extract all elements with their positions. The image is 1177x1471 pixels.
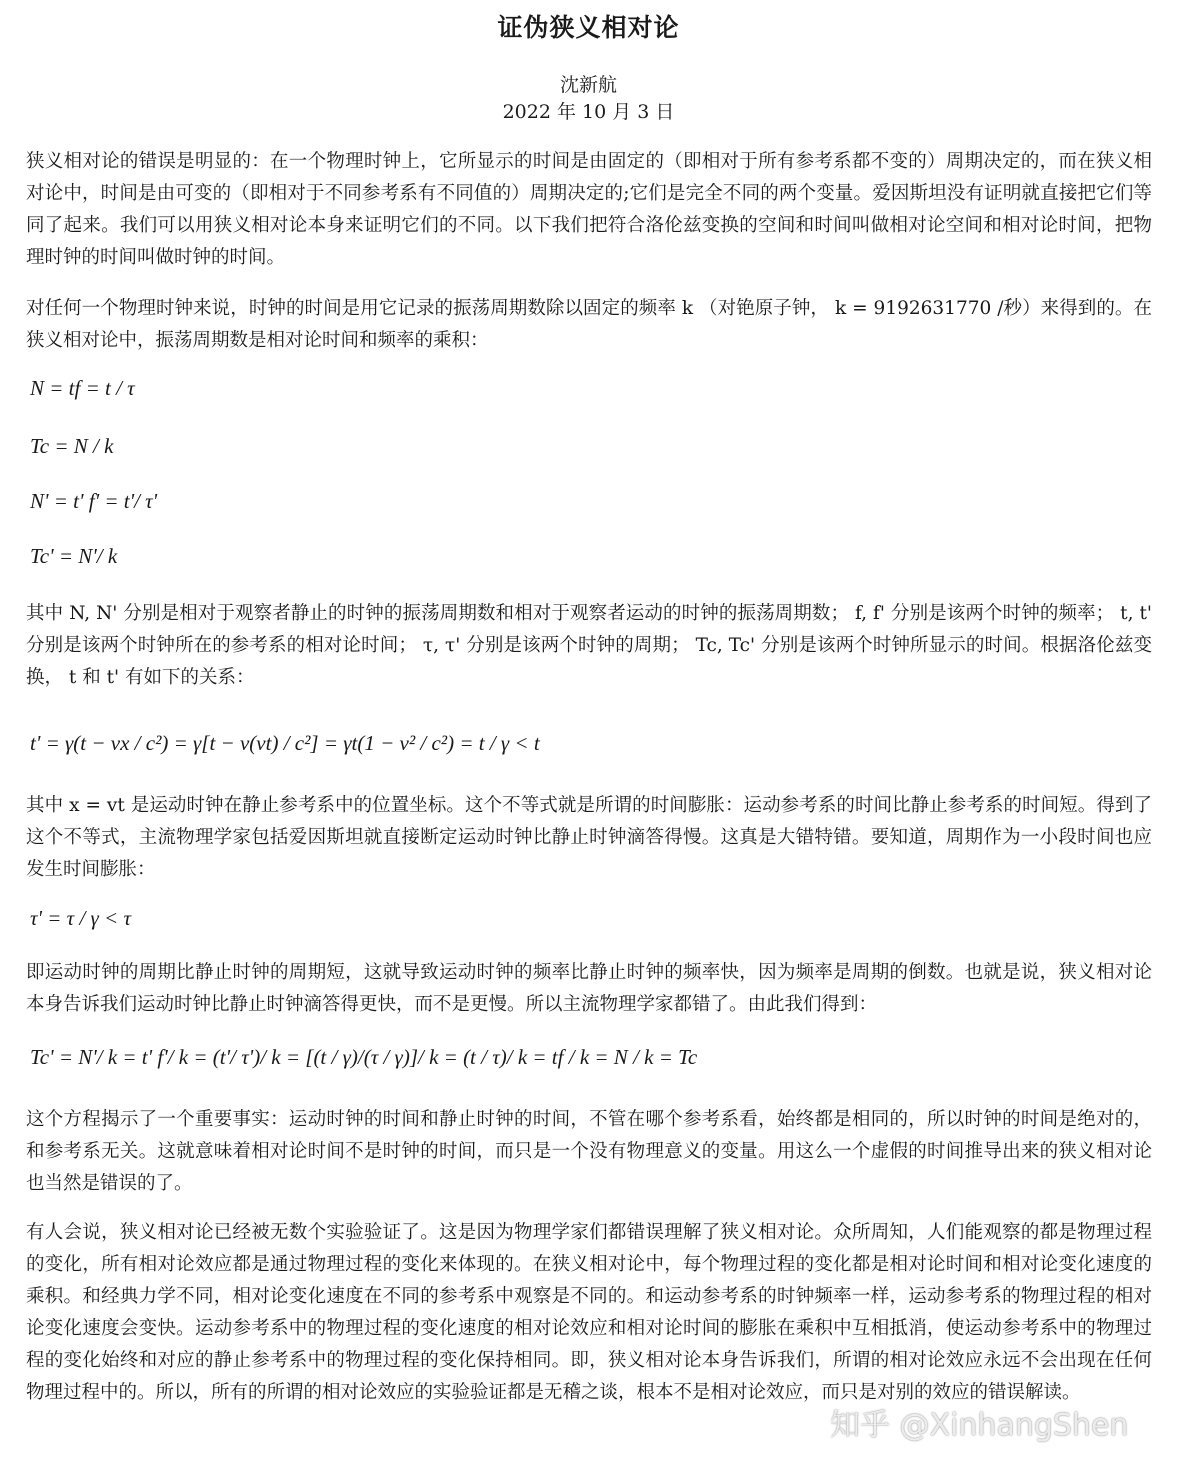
paragraph-conclusion: 这个方程揭示了一个重要事实：运动时钟的时间和静止时钟的时间，不管在哪个参考系看，始终都是相同的，所以时钟的时间是绝对的，和参考系无关。这就意味着相对论时间不是时钟的时间，而只是一个没有物理意义的变量。用这么一个虚假的时间推导出来的狭义相对论也当然是错误的了。 xyxy=(26,1109,1152,1194)
equation-n: N = tf = t / τ xyxy=(30,376,135,400)
paragraph-frequency: 即运动时钟的周期比静止时钟的周期短，这就导致运动时钟的频率比静止时钟的频率快，因为频率是周期的倒数。也就是说，狭义相对论本身告诉我们运动时钟比静止时钟滴答得更快，而不是更慢。所以主流物理学家都错了。由此我们得到： xyxy=(26,962,1152,1015)
equation-period: τ' = τ / γ < τ xyxy=(30,906,131,930)
paragraph-experiments: 有人会说，狭义相对论已经被无数个实验验证了。这是因为物理学家们都错误理解了狭义相对论。众所周知，人们能观察的都是物理过程的变化，所有相对论效应都是通过物理过程的变化来体现的。在狭义相对论中，每个物理过程的变化都是相对论时间和相对论变化速度的乘积。和经典力学不同，相对论变化速度在不同的参考系中观察是不同的。和运动参考系的时钟频率一样，运动参考系的物理过程的相对论变化速度会变快。运动参考系中的物理过程的变化速度的相对论效应和相对论时间的膨胀在乘积中互相抵消，使运动参考系中的物理过程的变化始终和对应的静止参考系中的物理过程的变化保持相同。即，狭义相对论本身告诉我们，所谓的相对论效应永远不会出现在任何物理过程中的。所以，所有的所谓的相对论效应的实验验证都是无稽之谈，根本不是相对论效应，而只是对别的效应的错误解读。 xyxy=(26,1222,1152,1403)
paper-date: 2022 年 10 月 3 日 xyxy=(502,101,675,123)
paper-author: 沈新航 xyxy=(559,74,617,96)
paper-title: 证伪狭义相对论 xyxy=(497,13,680,42)
equation-tc-prime: Tc' = N'/ k xyxy=(30,544,118,568)
equation-absolute-time: Tc' = N'/ k = t' f'/ k = (t'/ τ')/ k = [(t / γ)/(τ / γ)]/ k = (t / τ)/ k = tf / k = N / k = Tc xyxy=(30,1045,698,1069)
equation-n-prime: N' = t' f' = t'/ τ' xyxy=(30,489,158,513)
equation-tc: Tc = N / k xyxy=(30,434,114,458)
paragraph-clock-time: 对任何一个物理时钟来说，时钟的时间是用它记录的振荡周期数除以固定的频率 k （对铯原子钟， k = 9192631770 /秒）来得到的。在狭义相对论中，振荡周期数是相对论时间和频率的乘积： xyxy=(26,298,1152,351)
zhihu-watermark: 知乎 @XinhangShen xyxy=(830,1408,1129,1443)
paragraph-definitions: 其中 N, N' 分别是相对于观察者静止的时钟的振荡周期数和相对于观察者运动的时钟的振荡周期数； f, f' 分别是该两个时钟的频率； t, t' 分别是该两个时钟所在的参考系的相对论时间； τ, τ' 分别是该两个时钟的周期； Tc, Tc' 分别是该两个时钟所显示的时间。根据洛伦兹变换， t 和 t' 有如下的关系： xyxy=(26,603,1152,688)
paragraph-intro: 狭义相对论的错误是明显的：在一个物理时钟上，它所显示的时间是由固定的（即相对于所有参考系都不变的）周期决定的，而在狭义相对论中，时间是由可变的（即相对于不同参考系有不同值的）周期决定的;它们是完全不同的两个变量。爱因斯坦没有证明就直接把它们等同了起来。我们可以用狭义相对论本身来证明它们的不同。以下我们把符合洛伦兹变换的空间和时间叫做相对论空间和相对论时间，把物理时钟的时间叫做时钟的时间。 xyxy=(26,151,1152,268)
paragraph-time-dilation: 其中 x = vt 是运动时钟在静止参考系中的位置坐标。这个不等式就是所谓的时间膨胀：运动参考系的时间比静止参考系的时间短。得到了这个不等式，主流物理学家包括爱因斯坦就直接断定运动时钟比静止时钟滴答得慢。这真是大错特错。要知道，周期作为一小段时间也应发生时间膨胀： xyxy=(26,795,1152,880)
equation-lorentz: t' = γ(t − vx / c²) = γ[t − v(vt) / c²] = γt(1 − v² / c²) = t / γ < t xyxy=(30,731,540,755)
